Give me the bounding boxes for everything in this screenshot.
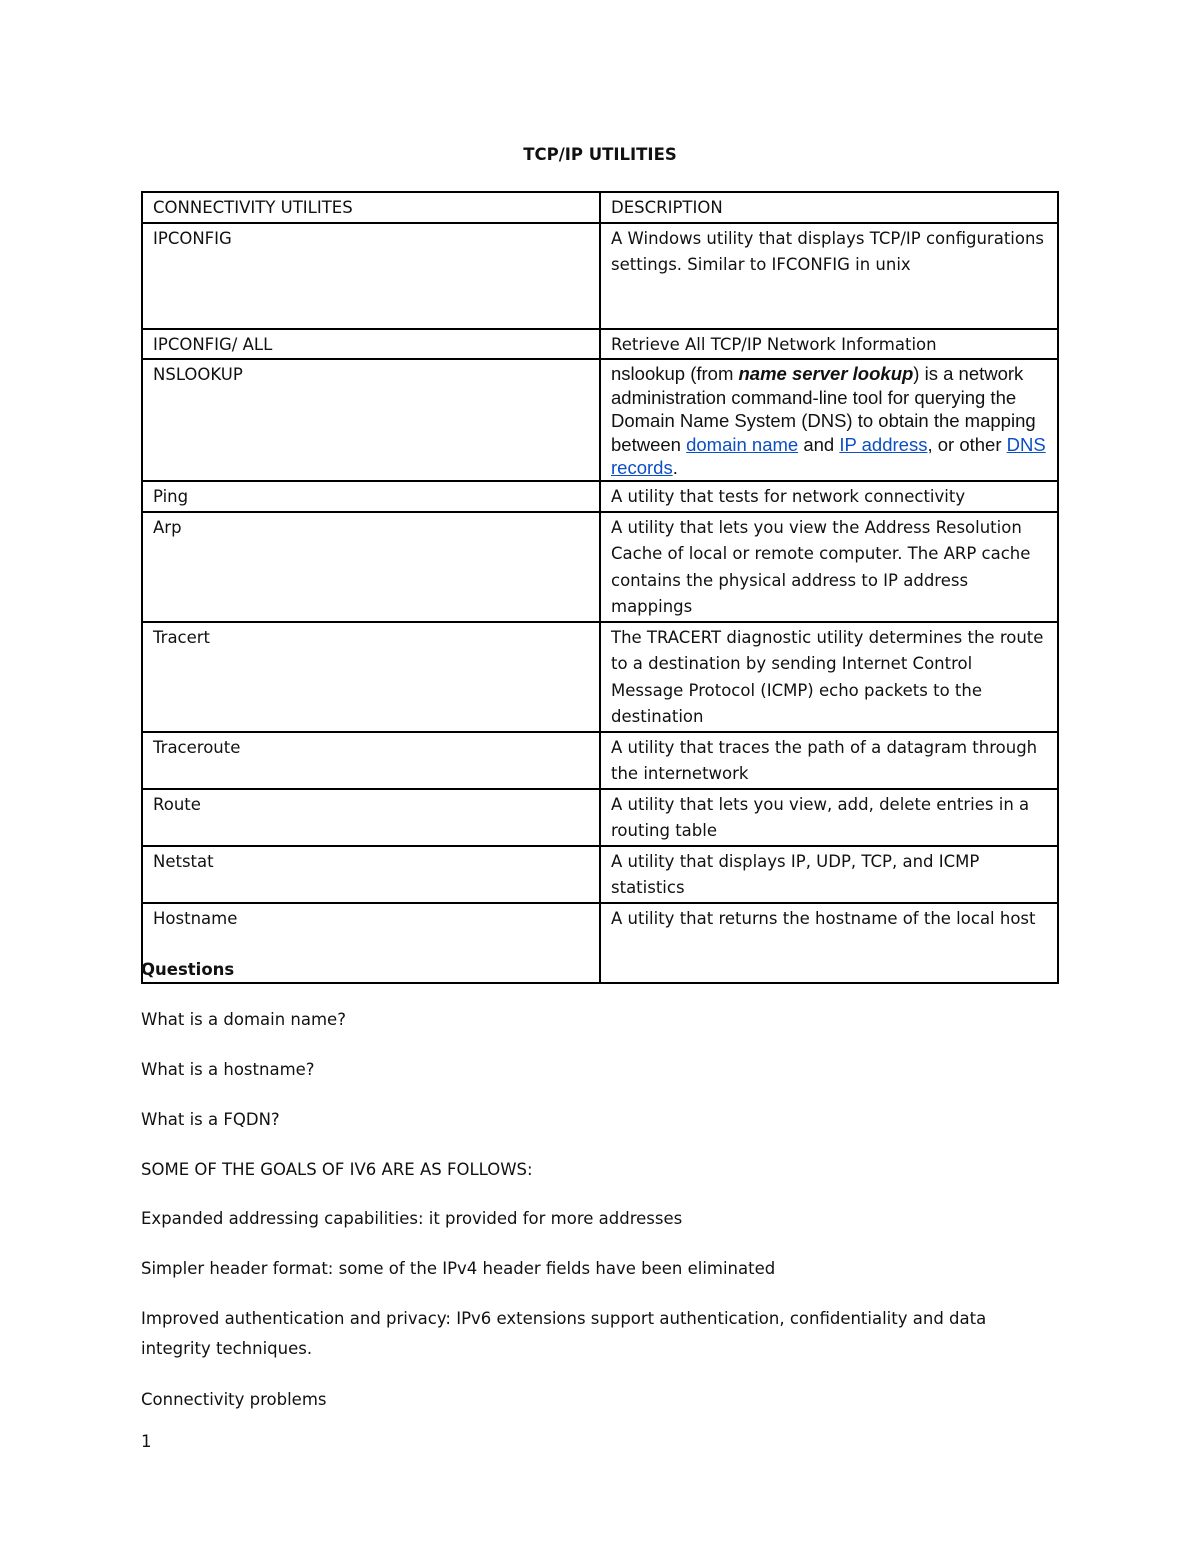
question-item: What is a domain name? <box>141 1010 346 1029</box>
table-header-row <box>142 192 1058 223</box>
ipv6-goal-item: Simpler header format: some of the IPv4 header fields have been eliminated <box>141 1259 776 1278</box>
page-number: 1 <box>141 1432 152 1451</box>
utility-name: Arp <box>142 512 600 622</box>
utility-description: A Windows utility that displays TCP/IP configurations settings. Similar to IFCONFIG in unix <box>600 223 1058 329</box>
utility-description: A utility that traces the path of a datagram through the internetwork <box>600 732 1058 789</box>
table-row <box>142 359 1058 481</box>
questions-heading: Questions <box>141 960 235 979</box>
utilities-table <box>141 191 1059 984</box>
utility-description: A utility that lets you view the Address Resolution Cache of local or remote computer. The ARP cache contains the physical address to IP address mappings <box>600 512 1058 622</box>
header-utility: CONNECTIVITY UTILITES <box>142 192 600 223</box>
ipv6-goals-heading: SOME OF THE GOALS OF IV6 ARE AS FOLLOWS: <box>141 1160 533 1179</box>
ipv6-goal-item: Expanded addressing capabilities: it provided for more addresses <box>141 1209 683 1228</box>
domain-name-link[interactable]: domain name <box>686 433 799 455</box>
utility-name: Traceroute <box>142 732 600 789</box>
emphasis-text: name server lookup <box>738 363 914 384</box>
utility-name: Tracert <box>142 622 600 732</box>
utility-name: IPCONFIG <box>142 223 600 329</box>
utility-name: Netstat <box>142 846 600 903</box>
nslookup-description: nslookup (from name server lookup) is a network administration command-line tool for querying the Domain Name System (DNS) to obtain the mapping between domain name and IP address, or other DNS records. <box>611 363 1046 478</box>
utility-name: IPCONFIG/ ALL <box>142 329 600 360</box>
closing-line: Connectivity problems <box>141 1390 327 1409</box>
table-row <box>142 223 1058 329</box>
table-row <box>142 789 1058 846</box>
ip-address-link[interactable]: IP address <box>839 433 928 455</box>
table-row <box>142 329 1058 360</box>
header-description: DESCRIPTION <box>600 192 1058 223</box>
dns-records-link[interactable]: DNS records <box>611 433 1046 478</box>
table-row <box>142 481 1058 512</box>
table-row <box>142 732 1058 789</box>
question-item: What is a hostname? <box>141 1060 315 1079</box>
document-title: TCP/IP UTILITIES <box>523 145 677 164</box>
table-row <box>142 622 1058 732</box>
table-row <box>142 512 1058 622</box>
utility-name: Ping <box>142 481 600 512</box>
table-row <box>142 846 1058 903</box>
utility-description: A utility that tests for network connectivity <box>600 481 1058 512</box>
utility-name: NSLOOKUP <box>142 359 600 481</box>
utility-name: Route <box>142 789 600 846</box>
utility-description: Retrieve All TCP/IP Network Information <box>600 329 1058 360</box>
utility-description: A utility that displays IP, UDP, TCP, and ICMP statistics <box>600 846 1058 903</box>
utility-description: A utility that returns the hostname of the local host <box>600 903 1058 983</box>
ipv6-goal-item: Improved authentication and privacy: IPv6 extensions support authentication, confidentiality and data integrity techniques. <box>141 1309 987 1358</box>
question-item: What is a FQDN? <box>141 1110 280 1129</box>
utility-description <box>600 359 1058 481</box>
utility-description: A utility that lets you view, add, delete entries in a routing table <box>600 789 1058 846</box>
utility-name: Hostname <box>142 903 600 983</box>
utility-description: The TRACERT diagnostic utility determines the route to a destination by sending Internet Control Message Protocol (ICMP) echo packets to the destination <box>600 622 1058 732</box>
